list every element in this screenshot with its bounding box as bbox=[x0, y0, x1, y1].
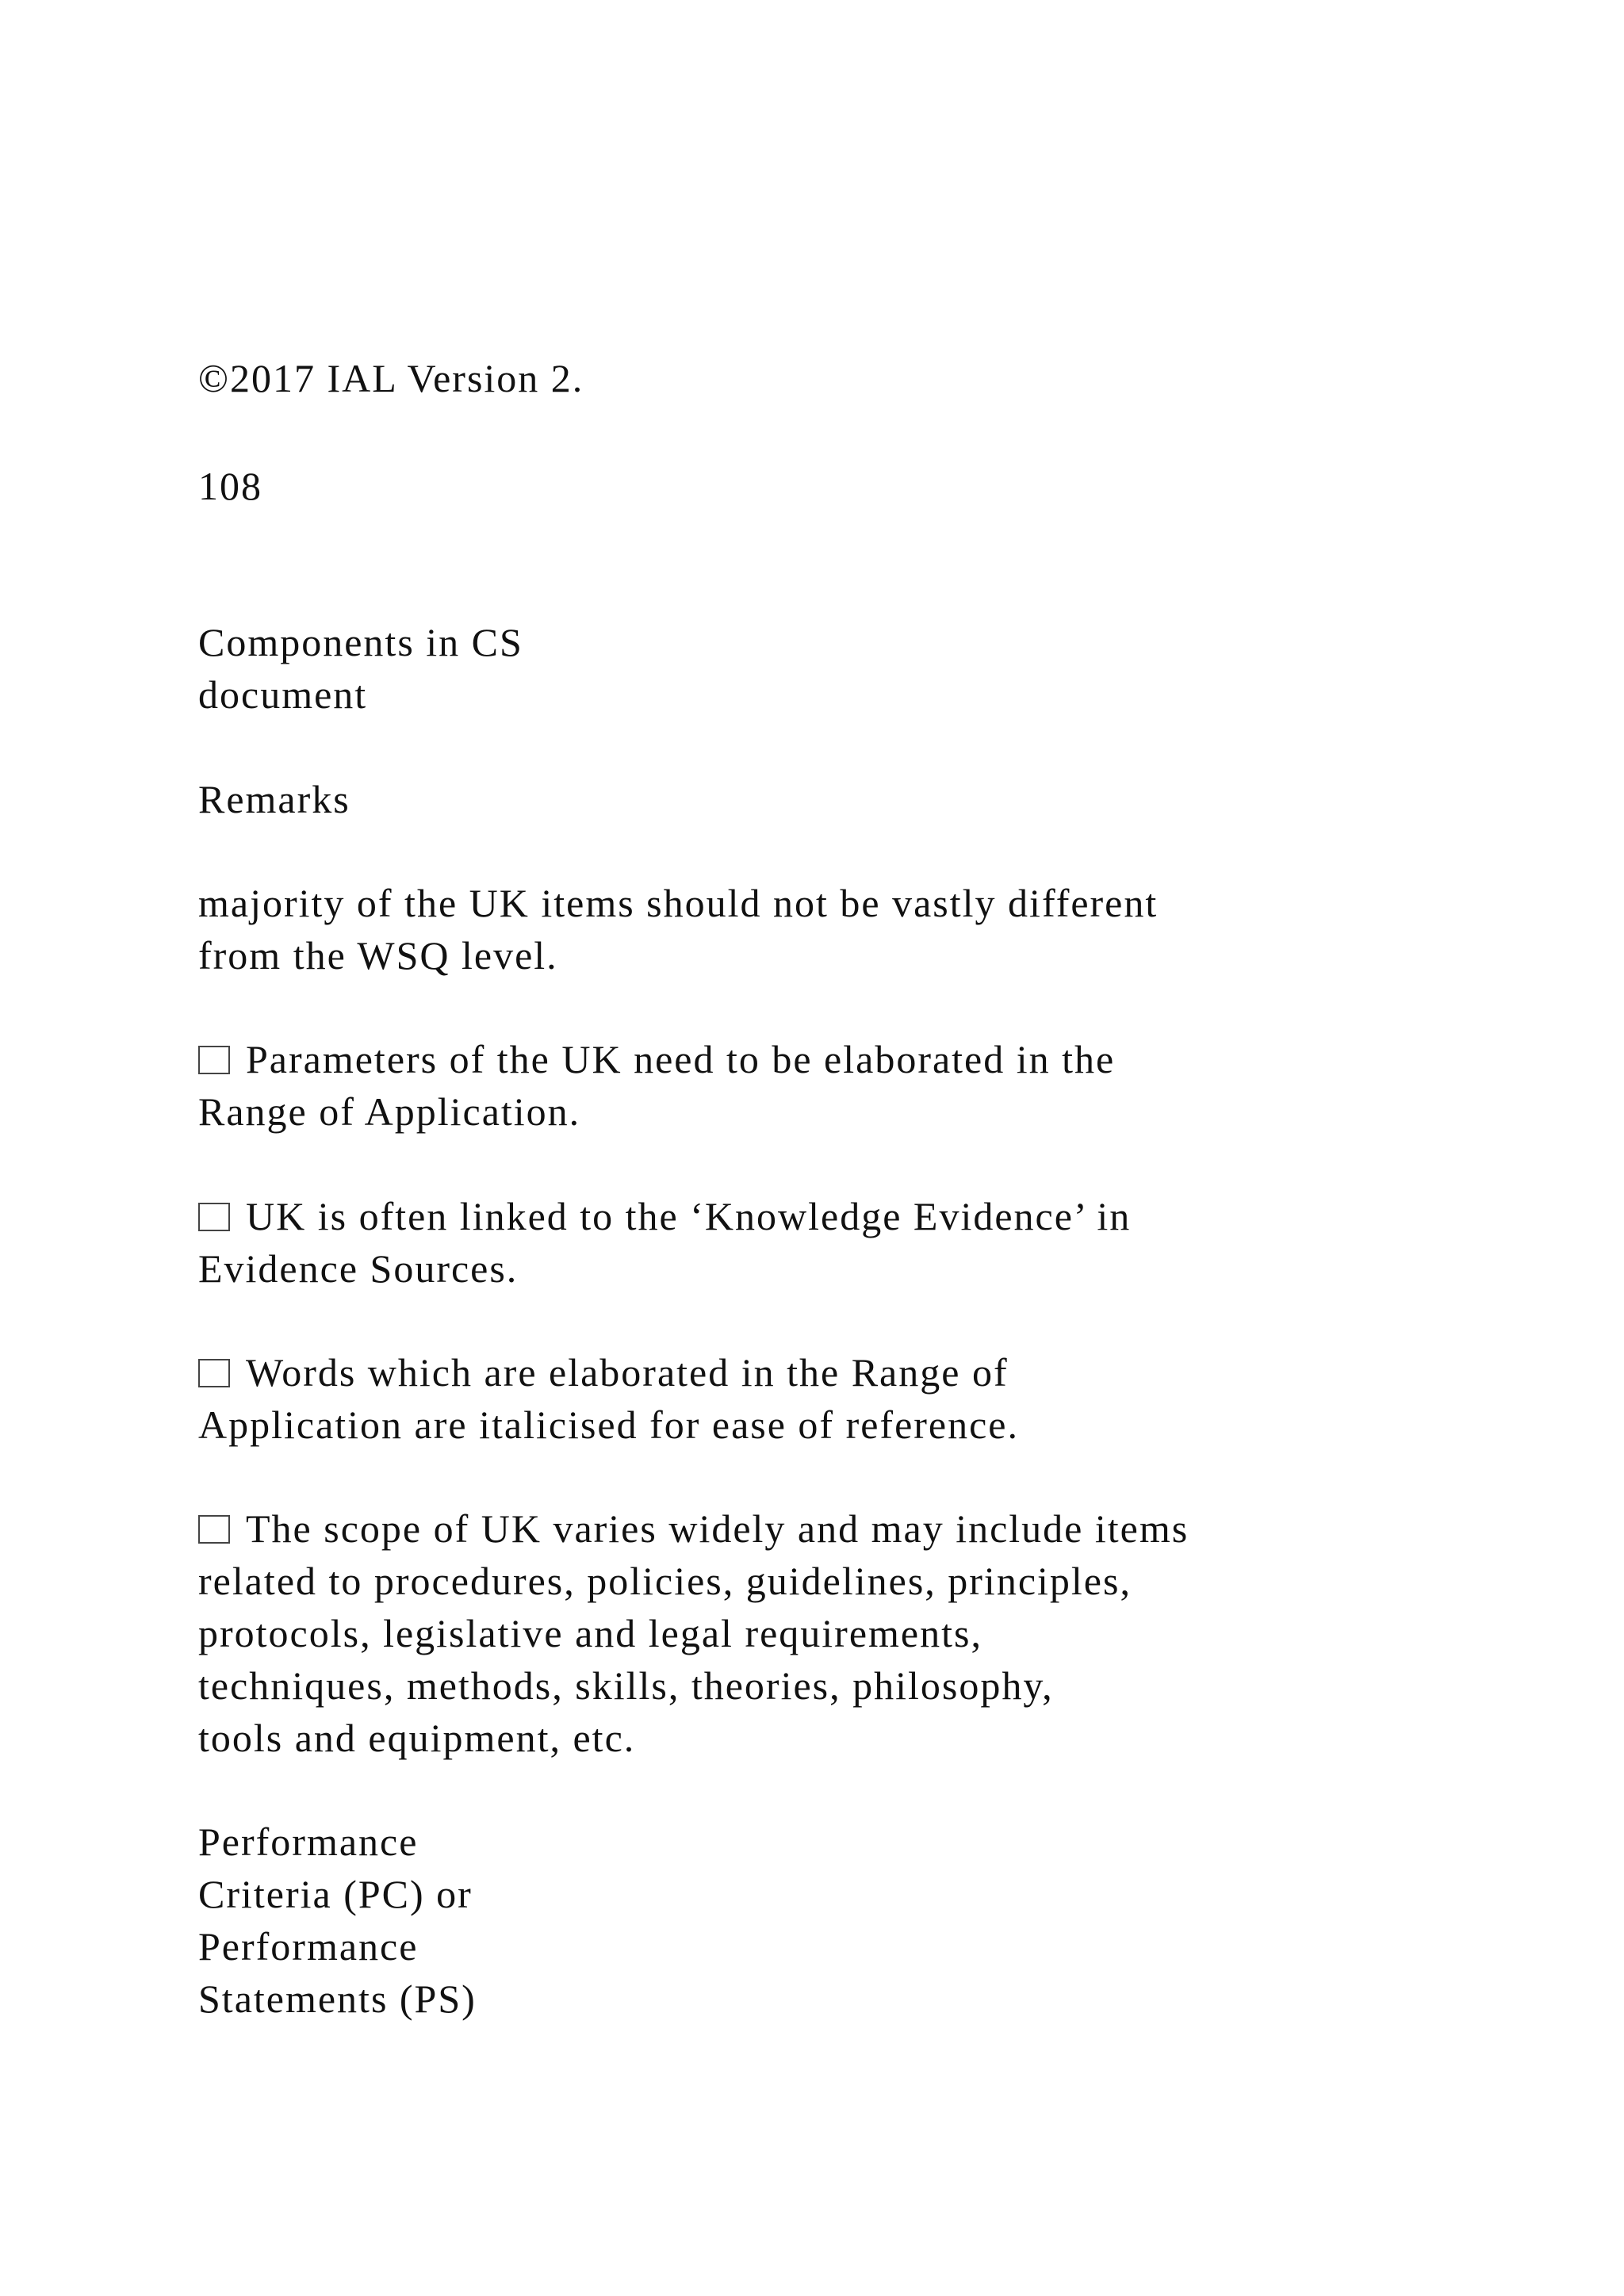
intro-line-1: majority of the UK items should not be vastly different bbox=[198, 881, 1159, 925]
bullet-box-icon bbox=[198, 1203, 230, 1231]
components-heading-line-1: Components in CS bbox=[198, 620, 523, 664]
bullet-3-line-2: Application are italicised for ease of reference. bbox=[198, 1402, 1019, 1447]
bullet-3-text: Words which are elaborated in the Range of bbox=[246, 1350, 1009, 1395]
bullet-4-line-5: tools and equipment, etc. bbox=[198, 1716, 636, 1760]
remarks-heading: Remarks bbox=[198, 777, 350, 821]
bullet-1-line-2: Range of Application. bbox=[198, 1089, 581, 1134]
bullet-1-line-1 bbox=[198, 1039, 1115, 1079]
bullet-3-line-1 bbox=[198, 1350, 1009, 1395]
next-component-line-4: Statements (PS) bbox=[198, 1976, 477, 2021]
bullet-4-line-1 bbox=[198, 1506, 1189, 1551]
bullet-2-text: UK is often linked to the ‘Knowledge Evidence’ in bbox=[246, 1194, 1132, 1238]
bullet-box-icon bbox=[198, 1046, 230, 1074]
bullet-2-line-1 bbox=[198, 1196, 1131, 1236]
bullet-4-line-2: related to procedures, policies, guidelines, principles, bbox=[198, 1559, 1132, 1603]
bullet-4-line-4: techniques, methods, skills, theories, philosophy, bbox=[198, 1663, 1054, 1708]
copyright-line: ©2017 IAL Version 2. bbox=[198, 356, 584, 400]
page-number: 108 bbox=[198, 464, 262, 508]
bullet-1-text: Parameters of the UK need to be elaborated in the bbox=[246, 1037, 1116, 1081]
next-component-line-3: Performance bbox=[198, 1924, 419, 1969]
bullet-2-line-2: Evidence Sources. bbox=[198, 1246, 519, 1291]
next-component-line-1: Performance bbox=[198, 1820, 419, 1864]
components-heading-line-2: document bbox=[198, 672, 368, 717]
next-component-line-2: Criteria (PC) or bbox=[198, 1872, 473, 1916]
bullet-4-text: The scope of UK varies widely and may include items bbox=[246, 1506, 1189, 1551]
bullet-4-line-3: protocols, legislative and legal requirements, bbox=[198, 1611, 982, 1655]
intro-line-2: from the WSQ level. bbox=[198, 933, 558, 978]
bullet-box-icon bbox=[198, 1359, 230, 1387]
bullet-box-icon bbox=[198, 1515, 230, 1544]
